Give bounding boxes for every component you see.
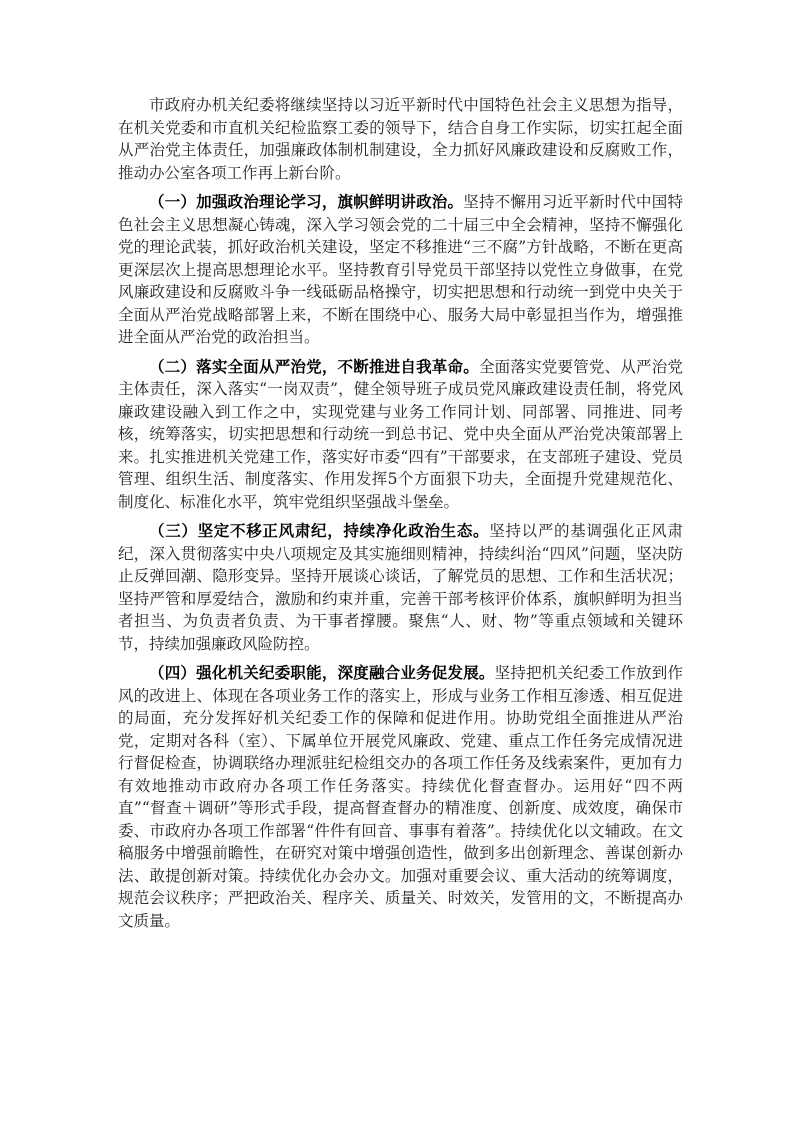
section-2-body: 全面落实党要管党、从严治党主体责任，深入落实“一岗双责”，健全领导班子成员党风廉政建设责任制，将党风廉政建设融入到工作之中，实现党建与业务工作同计划、同部署、同推进、同考核，统筹落实，切实把思想和行动统一到总书记、党中央全面从严治党决策部署上来。扎实推进机关党建工作，落实好市委“四有”干部要求，在支部班子建设、党员管理、组织生活、制度落实、作用发挥5个方面狠下功夫，全面提升党建规范化、制度化、标准化水平，筑牢党组织坚强战斗堡垒。 bbox=[118, 357, 683, 511]
section-3-heading: （三）坚定不移正风肃纪，持续净化政治生态。 bbox=[149, 521, 490, 540]
section-1-body: 坚持不懈用习近平新时代中国特色社会主义思想凝心铸魂，深入学习领会党的二十届三中全会精神，坚持不懈强化党的理论武装，抓好政治机关建设，坚定不移推进“三不腐”方针战略，不断在更高更深层次上提高思想理论水平。坚持教育引导党员干部坚持以党性立身做事，在党风廉政建设和反腐败斗争一线砥砺品格操守，切实把思想和行动统一到党中央关于全面从严治党战略部署上来，不断在围绕中心、服务大局中彰显担当作为，增强推进全面从严治党的政治担当。 bbox=[118, 193, 683, 346]
section-1-paragraph bbox=[118, 191, 683, 349]
section-4-paragraph bbox=[118, 662, 683, 932]
document-page bbox=[118, 94, 683, 939]
section-2-paragraph bbox=[118, 356, 683, 514]
section-1-heading: （一）加强政治理论学习，旗帜鲜明讲政治。 bbox=[149, 192, 464, 211]
intro-paragraph: 市政府办机关纪委将继续坚持以习近平新时代中国特色社会主义思想为指导，在机关党委和市直机关纪检监察工委的领导下，结合自身工作实际，切实扛起全面从严治党主体责任，加强廉政体制机制建设，全力抓好风廉政建设和反腐败工作，推动办公室各项工作再上新台阶。 bbox=[118, 96, 683, 182]
section-4-heading: （四）强化机关纪委职能，深度融合业务促发展。 bbox=[149, 663, 495, 682]
section-3-body: 坚持以严的基调强化正风肃纪，深入贯彻落实中央八项规定及其实施细则精神，持续纠治“四风”问题，坚决防止反弹回潮、隐形变异。坚持开展谈心谈话，了解党员的思想、工作和生活状况；坚持严管和厚爱结合，激励和约束并重，完善干部考核评价体系，旗帜鲜明为担当者担当、为负责者负责、为干事者撑腰。聚焦“人、财、物”等重点领域和关键环节，持续加强廉政风险防控。 bbox=[118, 522, 683, 653]
section-3-paragraph bbox=[118, 520, 683, 655]
section-4-body: 坚持把机关纪委工作放到作风的改进上、体现在各项业务工作的落实上，形成与业务工作相互渗透、相互促进的局面，充分发挥好机关纪委工作的保障和促进作用。协助党组全面推进从严治党，定期对各科（室）、下属单位开展党风廉政、党建、重点工作任务完成情况进行督促检查，协调联络办理派驻纪检组交办的各项工作任务及线索案件，更加有力有效地推动市政府办各项工作任务落实。持续优化督查督办。运用好“四不两直”“督查＋调研”等形式手段，提高督查督办的精准度、创新度、成效度，确保市委、市政府办各项工作部署“件件有回音、事事有着落”。持续优化以文辅政。在文稿服务中增强前瞻性，在研究对策中增强创造性，做到多出创新理念、善谋创新办法、敢提创新对策。持续优化办会办文。加强对重要会议、重大活动的统筹调度，规范会议秩序；严把政治关、程序关、质量关、时效关，发管用的文，不断提高办文质量。 bbox=[118, 664, 683, 930]
section-2-heading: （二）落实全面从严治党，不断推进自我革命。 bbox=[149, 356, 479, 376]
